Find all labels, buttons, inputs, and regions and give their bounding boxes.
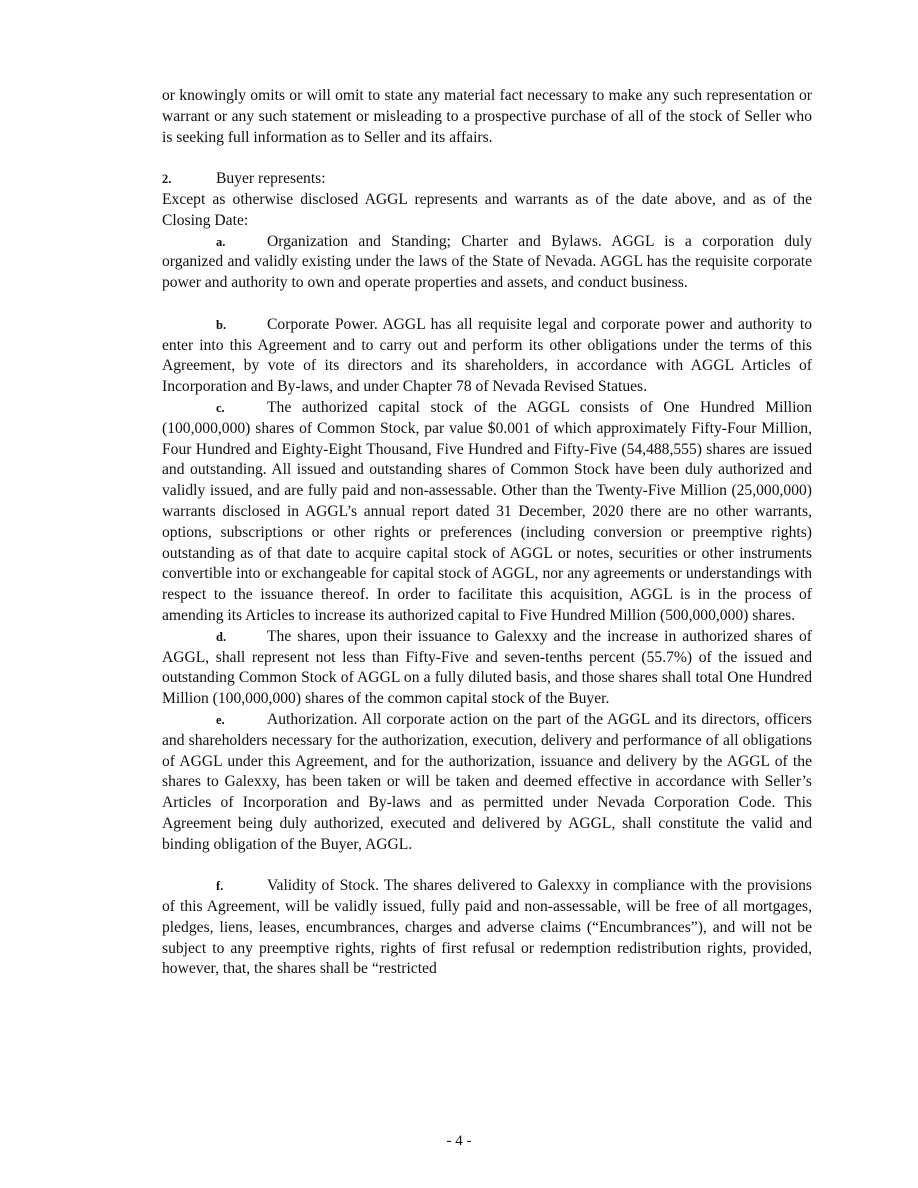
clause-text: Authorization. All corporate action on the part of the AGGL and its directors, officers and shareholders necessary for the authorization, execution, delivery and performance of all obligations of AGGL under this Agreement, and for the authorization, issuance and delivery by the AGGL of the shares to Galexxy, has been taken or will be taken and deemed effective in accordance with Seller’s Articles of Incorporation and By-laws and as permitted under Nevada Corporation Code. This Agreement being duly authorized, executed and delivered by AGGL, shall constitute the valid and binding obligation of the Buyer, AGGL. [162, 710, 812, 853]
spacer [162, 148, 812, 169]
clause-b [162, 315, 812, 398]
clause-e [162, 710, 812, 856]
section-lead: Except as otherwise disclosed AGGL represents and warrants as of the date above, and as of the Closing Date: [162, 190, 812, 229]
clause-f [162, 876, 812, 980]
clause-text: Organization and Standing; Charter and Bylaws. AGGL is a corporation duly organized and validly existing under the laws of the State of Nevada. AGGL has the requisite corporate power and authority to own and operate properties and assets, and conduct business. [162, 232, 812, 292]
clause-label: d. [216, 629, 227, 644]
page-number: - 4 - [446, 1133, 472, 1149]
clause-label: e. [216, 712, 225, 727]
clause-label: b. [216, 317, 227, 332]
clause-label: a. [216, 234, 226, 249]
section-title: Buyer represents: [216, 170, 326, 188]
clause-a [162, 232, 812, 294]
spacer [162, 855, 812, 876]
section-heading [162, 169, 812, 190]
clause-label: f. [216, 879, 224, 894]
spacer [162, 294, 812, 315]
clause-text: The authorized capital stock of the AGGL consists of One Hundred Million (100,000,000) shares of Common Stock, par value $0.001 of which approximately Fifty-Four Million, Four Hundred and Eighty-Eight Thousand, Five Hundred and Fifty-Five (54,488,555) shares are issued and outstanding. All issued and outstanding shares of Common Stock have been duly authorized and validly issued, and are fully paid and non-assessable. Other than the Twenty-Five Million (25,000,000) warrants disclosed in AGGL’s annual report dated 31 December, 2020 there are no other warrants, options, subscriptions or other rights or preferences (including conversion or preemptive rights) outstanding as of that date to acquire capital stock of AGGL or notes, securities or other instruments convertible into or exchangeable for capital stock of AGGL, nor any agreements or understandings with respect to the issuance thereof. In order to facilitate this acquisition, AGGL is in the process of amending its Articles to increase its authorized capital to Five Hundred Million (500,000,000) shares. [162, 398, 812, 624]
clause-label: c. [216, 400, 225, 415]
intro-paragraph: or knowingly omits or will omit to state any material fact necessary to make any such representation or warrant or any such statement or misleading to a prospective purchase of all of the stock of Seller who is seeking full information as to Seller and its affairs. [162, 87, 812, 146]
section-number: 2. [162, 172, 172, 187]
document-body [162, 86, 812, 980]
clause-text: Corporate Power. AGGL has all requisite legal and corporate power and authority to enter into this Agreement and to carry out and perform its other obligations under the terms of this Agreement, by vote of its directors and its shareholders, in accordance with AGGL Articles of Incorporation and By-laws, and under Chapter 78 of Nevada Revised Statues. [162, 315, 812, 396]
clause-text: Validity of Stock. The shares delivered to Galexxy in compliance with the provisions of this Agreement, will be validly issued, fully paid and non-assessable, will be free of all mortgages, pledges, liens, leases, encumbrances, charges and adverse claims (“Encumbrances”), and will not be subject to any preemptive rights, rights of first refusal or redemption redistribution rights, provided, however, that, the shares shall be “restricted [162, 877, 812, 978]
clause-c [162, 398, 812, 627]
clause-text: The shares, upon their issuance to Galexxy and the increase in authorized shares of AGGL, shall represent not less than Fifty-Five and seven-tenths percent (55.7%) of the issued and outstanding Common Stock of AGGL on a fully diluted basis, and those shares shall total One Hundred Million (100,000,000) shares of the common capital stock of the Buyer. [162, 627, 812, 708]
clause-d [162, 627, 812, 710]
